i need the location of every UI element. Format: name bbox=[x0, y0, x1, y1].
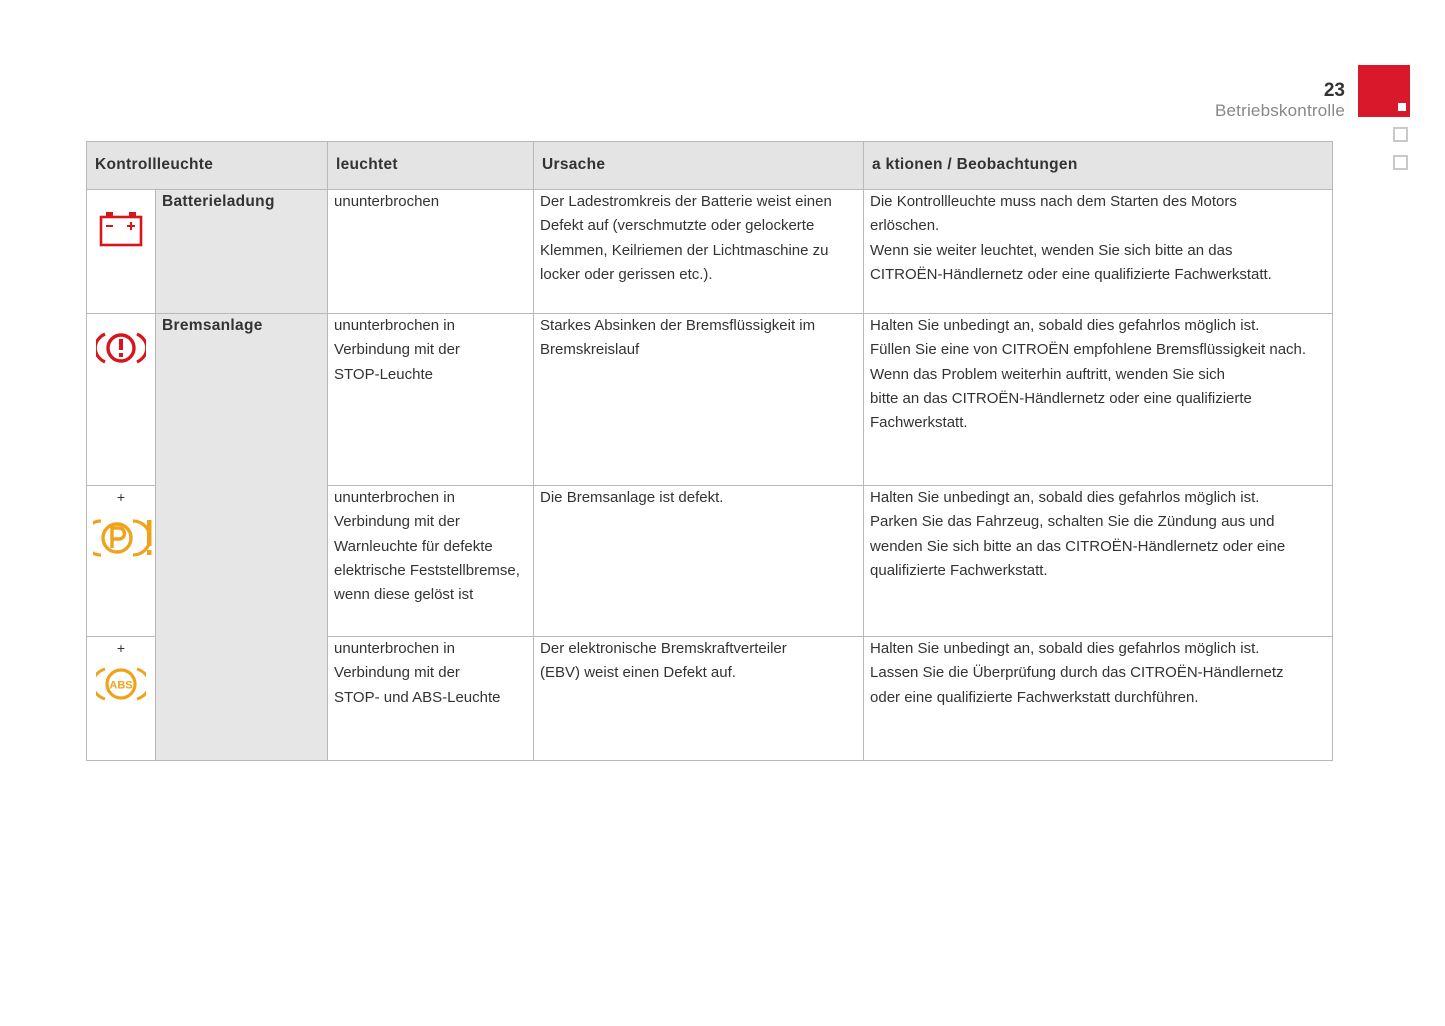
cell-text: wenn diese gelöst ist bbox=[334, 586, 474, 604]
cell-text: Halten Sie unbedingt an, sobald dies gefahrlos möglich ist. bbox=[870, 317, 1260, 334]
aktionen-cell bbox=[864, 486, 1333, 637]
cell-text: Der elektronische Bremskraftverteiler bbox=[540, 640, 787, 657]
ursache-cell bbox=[534, 486, 864, 637]
table-header-row bbox=[87, 142, 1333, 190]
cell-text: ununterbrochen in bbox=[334, 640, 455, 657]
cell-text: Parken Sie das Fahrzeug, schalten Sie die Zündung aus und bbox=[870, 513, 1275, 531]
cell-text: Die Bremsanlage ist defekt. bbox=[540, 489, 724, 506]
aktionen-cell bbox=[864, 190, 1333, 314]
aktionen-cell bbox=[864, 637, 1333, 761]
battery-icon bbox=[97, 209, 145, 249]
column-header-aktionen: a ktionen / Beobachtungen bbox=[864, 142, 1333, 190]
cell-text: Klemmen, Keilriemen der Lichtmaschine zu bbox=[540, 241, 829, 259]
chapter-nav-box[interactable] bbox=[1393, 127, 1408, 142]
leuchtet-cell bbox=[328, 486, 534, 637]
cell-text: oder eine qualifizierte Fachwerkstatt durchführen. bbox=[870, 688, 1199, 706]
cell-text: qualifizierte Fachwerkstatt. bbox=[870, 561, 1048, 579]
cell-text: Die Kontrollleuchte muss nach dem Starten des Motors bbox=[870, 193, 1237, 210]
plus-sign: + bbox=[116, 640, 126, 656]
warning-name: Bremsanlage bbox=[156, 314, 328, 761]
cell-text: erlöschen. bbox=[870, 217, 940, 235]
ursache-cell bbox=[534, 314, 864, 486]
ursache-cell bbox=[534, 190, 864, 314]
table-row bbox=[87, 190, 1333, 314]
leuchtet-cell bbox=[328, 190, 534, 314]
cell-text: ununterbrochen in bbox=[334, 489, 455, 506]
chapter-tab[interactable] bbox=[1358, 65, 1410, 117]
icon-cell bbox=[87, 314, 156, 486]
chapter-tab-marker bbox=[1398, 103, 1406, 111]
cell-text: STOP-Leuchte bbox=[334, 365, 433, 383]
cell-text: Bremskreislauf bbox=[540, 341, 640, 359]
icon-cell bbox=[87, 486, 156, 637]
cell-text: elektrische Feststellbremse, bbox=[334, 561, 520, 579]
leuchtet-cell bbox=[328, 637, 534, 761]
plus-sign: + bbox=[116, 489, 126, 505]
abs-icon bbox=[96, 664, 146, 704]
cell-text: Defekt auf (verschmutzte oder gelockerte bbox=[540, 217, 815, 235]
section-title: Betriebskontrolle bbox=[1214, 101, 1345, 120]
cell-text: Wenn das Problem weiterhin auftritt, wenden Sie sich bbox=[870, 365, 1225, 383]
cell-text: Verbindung mit der bbox=[334, 341, 460, 359]
leuchtet-cell bbox=[328, 314, 534, 486]
cell-text: wenden Sie sich bitte an das CITROËN-Händlernetz oder eine bbox=[870, 537, 1286, 555]
cell-text: CITROËN-Händlernetz oder eine qualifizierte Fachwerkstatt. bbox=[870, 265, 1272, 283]
cell-text: locker oder gerissen etc.). bbox=[540, 265, 713, 283]
column-header-kontrollleuchte: Kontrollleuchte bbox=[87, 142, 328, 190]
column-header-leuchtet: leuchtet bbox=[328, 142, 534, 190]
cell-text: Lassen Sie die Überprüfung durch das CITROËN-Händlernetz bbox=[870, 664, 1284, 682]
ursache-cell bbox=[534, 637, 864, 761]
cell-text: ununterbrochen in bbox=[334, 317, 455, 334]
cell-text: Wenn sie weiter leuchtet, wenden Sie sich bitte an das bbox=[870, 241, 1233, 259]
cell-text: Starkes Absinken der Bremsflüssigkeit im bbox=[540, 317, 816, 334]
cell-text: Der Ladestromkreis der Batterie weist einen bbox=[540, 193, 832, 210]
icon-cell bbox=[87, 190, 156, 314]
cell-text: Verbindung mit der bbox=[334, 664, 460, 682]
aktionen-cell bbox=[864, 314, 1333, 486]
cell-text: Halten Sie unbedingt an, sobald dies gefahrlos möglich ist. bbox=[870, 640, 1260, 657]
abs-icon-label: ABS bbox=[109, 679, 133, 692]
brake-warning-icon bbox=[96, 328, 146, 368]
cell-text: bitte an das CITROËN-Händlernetz oder eine qualifizierte bbox=[870, 389, 1252, 407]
chapter-nav-box[interactable] bbox=[1393, 155, 1408, 170]
cell-text: ununterbrochen bbox=[334, 193, 440, 210]
cell-text: Füllen Sie eine von CITROËN empfohlene Bremsflüssigkeit nach. bbox=[870, 341, 1307, 359]
warning-lights-table bbox=[86, 141, 1333, 761]
cell-text: Halten Sie unbedingt an, sobald dies gefahrlos möglich ist. bbox=[870, 489, 1260, 506]
warning-name: Batterieladung bbox=[156, 190, 328, 314]
cell-text: STOP- und ABS-Leuchte bbox=[334, 688, 501, 706]
cell-text: Verbindung mit der bbox=[334, 513, 460, 531]
cell-text: Warnleuchte für defekte bbox=[334, 537, 493, 555]
parking-brake-fault-icon bbox=[93, 517, 157, 559]
icon-cell bbox=[87, 637, 156, 761]
table-row bbox=[87, 314, 1333, 486]
page-number: 23 bbox=[1323, 80, 1345, 101]
cell-text: Fachwerkstatt. bbox=[870, 414, 968, 432]
column-header-ursache: Ursache bbox=[534, 142, 864, 190]
cell-text: (EBV) weist einen Defekt auf. bbox=[540, 664, 736, 682]
